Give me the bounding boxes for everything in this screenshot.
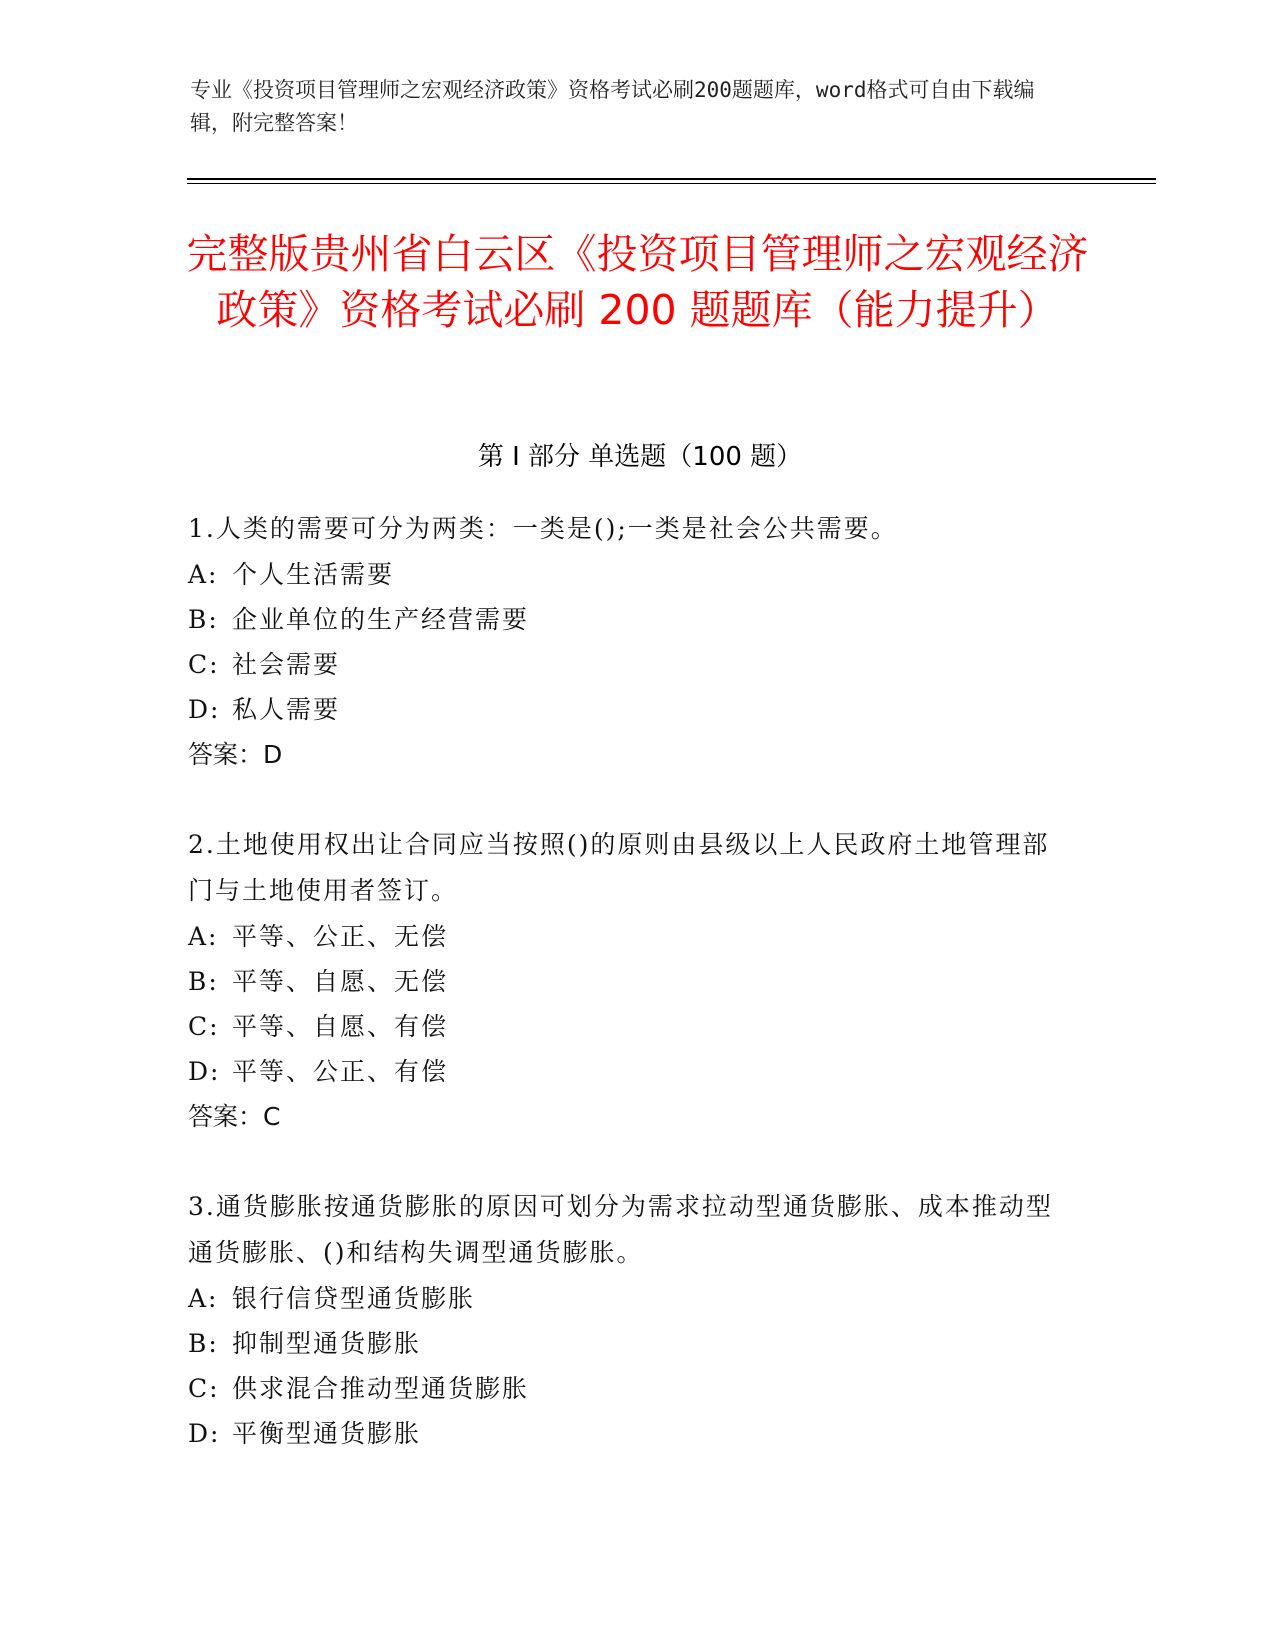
option-c xyxy=(188,642,1068,687)
option-text: 平等、公正、无偿 xyxy=(232,922,449,951)
option-d xyxy=(188,1411,1068,1456)
option-text: 平等、公正、有偿 xyxy=(232,1057,449,1086)
option-a xyxy=(188,1276,1068,1321)
option-key: A: xyxy=(188,922,219,951)
option-text: 银行信贷型通货膨胀 xyxy=(232,1284,476,1313)
option-key: C: xyxy=(188,1374,220,1403)
header-note: 专业《投资项目管理师之宏观经济政策》资格考试必刷200题题库，word格式可自由下载编辑，附完整答案！ xyxy=(190,78,1035,135)
option-key: D: xyxy=(188,695,221,724)
option-b xyxy=(188,1321,1068,1366)
option-d xyxy=(188,1049,1068,1094)
option-text: 私人需要 xyxy=(232,695,341,724)
document-title: 完整版贵州省白云区《投资项目管理师之宏观经济政策》资格考试必刷 200 题题库（能力提升） xyxy=(186,230,1089,334)
option-key: A: xyxy=(188,1284,219,1313)
option-c xyxy=(188,1004,1068,1049)
option-text: 平等、自愿、无偿 xyxy=(232,967,449,996)
option-text: 平衡型通货膨胀 xyxy=(232,1419,422,1448)
answer: 答案：C xyxy=(188,1102,281,1131)
question-2 xyxy=(188,822,1068,1140)
answer: 答案：D xyxy=(188,740,283,769)
header-divider-thin xyxy=(187,183,1156,184)
option-key: D: xyxy=(188,1057,221,1086)
option-key: B: xyxy=(188,605,219,634)
option-c xyxy=(188,1366,1068,1411)
option-text: 企业单位的生产经营需要 xyxy=(232,605,530,634)
option-b xyxy=(188,597,1068,642)
question-1 xyxy=(188,506,1068,778)
option-text: 平等、自愿、有偿 xyxy=(232,1012,449,1041)
question-stem: 3.通货膨胀按通货膨胀的原因可划分为需求拉动型通货膨胀、成本推动型通货膨胀、()和结构失调型通货膨胀。 xyxy=(188,1192,1053,1267)
option-key: D: xyxy=(188,1419,221,1448)
option-a xyxy=(188,552,1068,597)
question-3 xyxy=(188,1184,1068,1456)
option-a xyxy=(188,914,1068,959)
section-heading: 第 I 部分 单选题（100 题） xyxy=(477,442,803,472)
question-stem: 2.土地使用权出让合同应当按照()的原则由县级以上人民政府土地管理部门与土地使用者签订。 xyxy=(188,830,1050,905)
option-text: 抑制型通货膨胀 xyxy=(232,1329,422,1358)
option-text: 供求混合推动型通货膨胀 xyxy=(232,1374,530,1403)
option-key: B: xyxy=(188,967,219,996)
option-key: A: xyxy=(188,560,219,589)
option-key: C: xyxy=(188,1012,220,1041)
option-text: 社会需要 xyxy=(232,650,341,679)
option-key: B: xyxy=(188,1329,219,1358)
option-d xyxy=(188,687,1068,732)
header-divider-thick xyxy=(187,178,1156,180)
question-stem: 1.人类的需要可分为两类：一类是();一类是社会公共需要。 xyxy=(188,514,898,543)
option-b xyxy=(188,959,1068,1004)
option-text: 个人生活需要 xyxy=(232,560,395,589)
option-key: C: xyxy=(188,650,220,679)
